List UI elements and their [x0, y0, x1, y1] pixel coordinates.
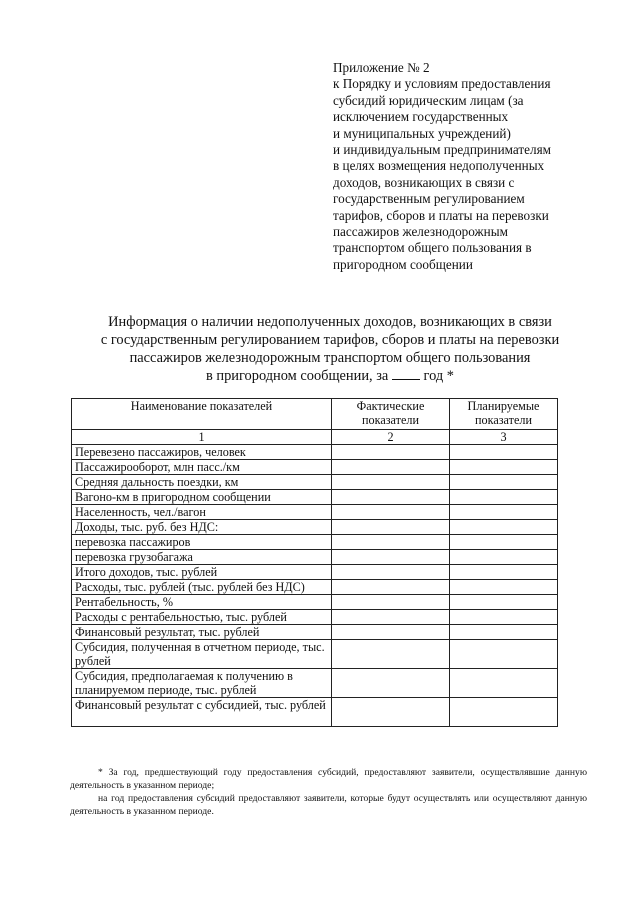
appendix-header [333, 60, 628, 273]
indicator-name: Расходы с рентабельностью, тыс. рублей [72, 610, 332, 625]
appendix-line: пригородном сообщении [333, 256, 473, 272]
appendix-line: в целях возмещения недополученных [333, 158, 545, 174]
actual-value-cell[interactable] [332, 475, 450, 490]
column-number: 2 [332, 430, 450, 445]
title-line: с государственным регулированием тарифов, сборов и платы на перевозки [100, 332, 560, 348]
footnote-paragraph: * За год, предшествующий году предоставления субсидий, предоставляют заявители, осуществлявшие данную деятельность в указанном периоде; [70, 767, 587, 791]
planned-value-cell[interactable] [450, 490, 558, 505]
planned-value-cell[interactable] [450, 640, 558, 669]
planned-value-cell[interactable] [450, 669, 558, 698]
planned-value-cell[interactable] [450, 505, 558, 520]
table-row [72, 669, 558, 698]
table-row [72, 580, 558, 595]
indicator-name: Расходы, тыс. рублей (тыс. рублей без НДС) [72, 580, 332, 595]
table-row [72, 595, 558, 610]
title-year-prefix: в пригородном сообщении, за [206, 368, 389, 384]
table-row [72, 625, 558, 640]
table-row [72, 475, 558, 490]
indicators-table [71, 398, 558, 727]
planned-value-cell[interactable] [450, 460, 558, 475]
table-row [72, 490, 558, 505]
header-actual: Фактические показатели [332, 399, 450, 430]
actual-value-cell[interactable] [332, 550, 450, 565]
appendix-line: исключением государственных [333, 109, 509, 125]
indicator-name: перевозка грузобагажа [72, 550, 332, 565]
actual-value-cell[interactable] [332, 640, 450, 669]
appendix-line: субсидий юридическим лицам (за [333, 92, 524, 108]
planned-value-cell[interactable] [450, 565, 558, 580]
table-row [72, 610, 558, 625]
appendix-line: Приложение № 2 [333, 60, 430, 75]
indicator-name: Финансовый результат, тыс. рублей [72, 625, 332, 640]
column-number: 3 [450, 430, 558, 445]
appendix-line: государственным регулированием [333, 191, 525, 207]
appendix-line: пассажиров железнодорожным [333, 224, 508, 240]
actual-value-cell[interactable] [332, 520, 450, 535]
indicator-name: Рентабельность, % [72, 595, 332, 610]
actual-value-cell[interactable] [332, 698, 450, 727]
indicator-name: Средняя дальность поездки, км [72, 475, 332, 490]
header-planned: Планируемые показатели [450, 399, 558, 430]
title-year-suffix: год * [423, 368, 454, 384]
appendix-line: к Порядку и условиям предоставления [333, 76, 551, 92]
planned-value-cell[interactable] [450, 445, 558, 460]
footnote-paragraph: на год предоставления субсидий предоставляют заявители, которые будут осуществлять или осуществляют данную деятельность в указанном периоде. [70, 793, 587, 817]
footnote [70, 766, 587, 818]
actual-value-cell[interactable] [332, 460, 450, 475]
planned-value-cell[interactable] [450, 625, 558, 640]
actual-value-cell[interactable] [332, 490, 450, 505]
planned-value-cell[interactable] [450, 595, 558, 610]
document-title [40, 313, 620, 385]
title-line: Информация о наличии недополученных доходов, возникающих в связи [108, 314, 552, 330]
actual-value-cell[interactable] [332, 580, 450, 595]
indicator-name: Финансовый результат с субсидией, тыс. рублей [72, 698, 332, 727]
title-line: пассажиров железнодорожным транспортом общего пользования [129, 350, 531, 366]
table-row [72, 535, 558, 550]
indicator-name: Субсидия, предполагаемая к получению в планируемом периоде, тыс. рублей [72, 669, 332, 698]
indicator-name: перевозка пассажиров [72, 535, 332, 550]
actual-value-cell[interactable] [332, 565, 450, 580]
planned-value-cell[interactable] [450, 475, 558, 490]
table-row [72, 640, 558, 669]
table-row [72, 550, 558, 565]
actual-value-cell[interactable] [332, 535, 450, 550]
appendix-line: и муниципальных учреждений) [333, 125, 511, 141]
actual-value-cell[interactable] [332, 505, 450, 520]
planned-value-cell[interactable] [450, 698, 558, 727]
header-indicator-name: Наименование показателей [72, 399, 332, 430]
indicator-name: Населенность, чел./вагон [72, 505, 332, 520]
actual-value-cell[interactable] [332, 610, 450, 625]
actual-value-cell[interactable] [332, 625, 450, 640]
planned-value-cell[interactable] [450, 535, 558, 550]
indicator-name: Перевезено пассажиров, человек [72, 445, 332, 460]
table-row [72, 505, 558, 520]
planned-value-cell[interactable] [450, 550, 558, 565]
actual-value-cell[interactable] [332, 669, 450, 698]
appendix-line: тарифов, сборов и платы на перевозки [333, 207, 549, 223]
table-row [72, 460, 558, 475]
table-row [72, 565, 558, 580]
planned-value-cell[interactable] [450, 520, 558, 535]
actual-value-cell[interactable] [332, 445, 450, 460]
table-row [72, 698, 558, 727]
year-blank-field[interactable] [392, 368, 420, 380]
indicator-name: Субсидия, полученная в отчетном периоде, тыс. рублей [72, 640, 332, 669]
appendix-line: транспортом общего пользования в [333, 240, 532, 256]
indicator-name: Доходы, тыс. руб. без НДС: [72, 520, 332, 535]
table-row [72, 520, 558, 535]
appendix-line: доходов, возникающих в связи с [333, 174, 515, 190]
indicator-name: Итого доходов, тыс. рублей [72, 565, 332, 580]
planned-value-cell[interactable] [450, 580, 558, 595]
table-row [72, 445, 558, 460]
title-line-year [40, 367, 620, 385]
column-number: 1 [72, 430, 332, 445]
appendix-line: и индивидуальным предпринимателям [333, 142, 552, 158]
indicator-name: Пассажирооборот, млн пасс./км [72, 460, 332, 475]
actual-value-cell[interactable] [332, 595, 450, 610]
planned-value-cell[interactable] [450, 610, 558, 625]
indicator-name: Вагоно-км в пригородном сообщении [72, 490, 332, 505]
